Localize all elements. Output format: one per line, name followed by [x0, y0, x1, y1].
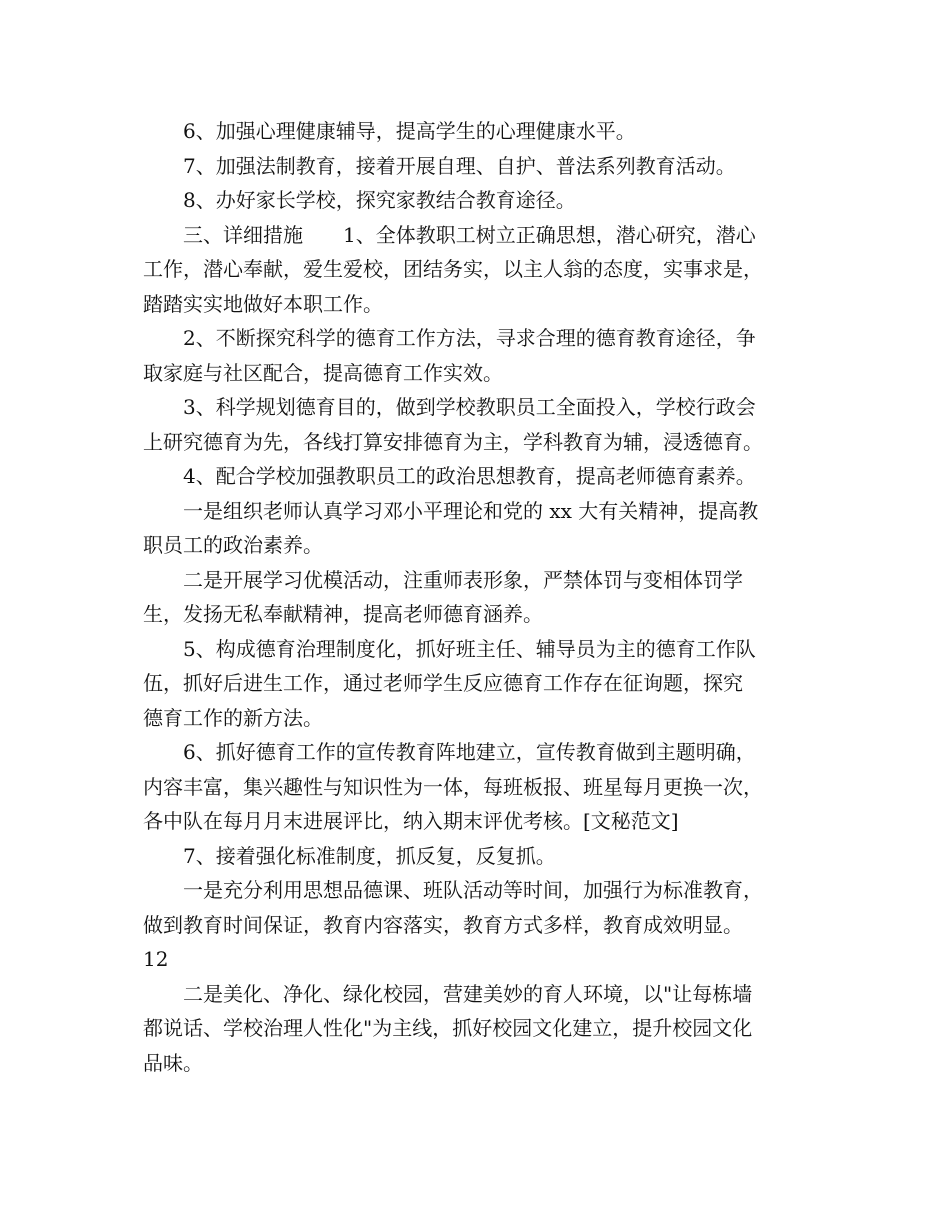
paragraph-line: 二是美化、净化、绿化校园，营建美妙的育人环境，以"让每栋墙 [183, 981, 753, 1006]
paragraph-line: 各中队在每月月末进展评比，纳入期末评优考核。[文秘范文] [143, 809, 679, 833]
paragraph-line: 二是开展学习优模活动，注重师表形象，严禁体罚与变相体罚学 [183, 567, 743, 592]
paragraph-line: 7、加强法制教育，接着开展自理、自护、普法系列教育活动。 [183, 153, 736, 178]
paragraph-line: 踏踏实实地做好本职工作。 [143, 291, 383, 316]
paragraph-line: 内容丰富，集兴趣性与知识性为一体，每班板报、班星每月更换一次， [143, 774, 763, 799]
paragraph-line: 3、科学规划德育目的，做到学校教职员工全面投入，学校行政会 [183, 395, 756, 419]
paragraph-line: 都说话、学校治理人性化"为主线，抓好校园文化建立，提升校园文化 [143, 1016, 753, 1040]
page-number-text: 12 [143, 947, 169, 971]
paragraph-line: 8、办好家长学校，探究家教结合教育途径。 [183, 188, 576, 212]
paragraph-line: 7、接着强化标准制度，抓反复，反复抓。 [183, 843, 556, 868]
paragraph-line: 一是充分利用思想品德课、班队活动等时间，加强行为标准教育， [183, 878, 763, 902]
paragraph-line: 伍，抓好后进生工作，通过老师学生反应德育工作存在征询题，探究 [143, 671, 743, 695]
document-body [143, 114, 833, 1080]
paragraph-line: 4、配合学校加强教职员工的政治思想教育，提高老师德育素养。 [183, 464, 756, 488]
paragraph-line: 6、加强心理健康辅导，提高学生的心理健康水平。 [183, 119, 636, 143]
paragraph-line: 上研究德育为先，各线打算安排德育为主，学科教育为辅，浸透德育。 [143, 429, 763, 454]
paragraph-line: 三、详细措施 1、全体教职工树立正确思想，潜心研究，潜心 [183, 222, 756, 247]
paragraph-line: 2、不断探究科学的德育工作方法，寻求合理的德育教育途径，争 [183, 326, 756, 350]
paragraph-line: 工作，潜心奉献，爱生爱校，团结务实，以主人翁的态度，实事求是， [143, 257, 763, 281]
paragraph-line: 5、构成德育治理制度化，抓好班主任、辅导员为主的德育工作队 [183, 636, 756, 661]
paragraph-line: 品味。 [143, 1050, 203, 1075]
paragraph-line: 6、抓好德育工作的宣传教育阵地建立，宣传教育做到主题明确， [183, 740, 756, 764]
paragraph-line: 职员工的政治素养。 [143, 533, 323, 557]
paragraph-line: 取家庭与社区配合，提高德育工作实效。 [143, 360, 503, 385]
paragraph-line: 一是组织老师认真学习邓小平理论和党的 xx 大有关精神，提高教 [183, 498, 759, 523]
paragraph-line: 生，发扬无私奉献精神，提高老师德育涵养。 [143, 602, 543, 626]
paragraph-line: 德育工作的新方法。 [143, 705, 323, 730]
paragraph-line: 做到教育时间保证，教育内容落实，教育方式多样，教育成效明显。 [143, 912, 743, 937]
